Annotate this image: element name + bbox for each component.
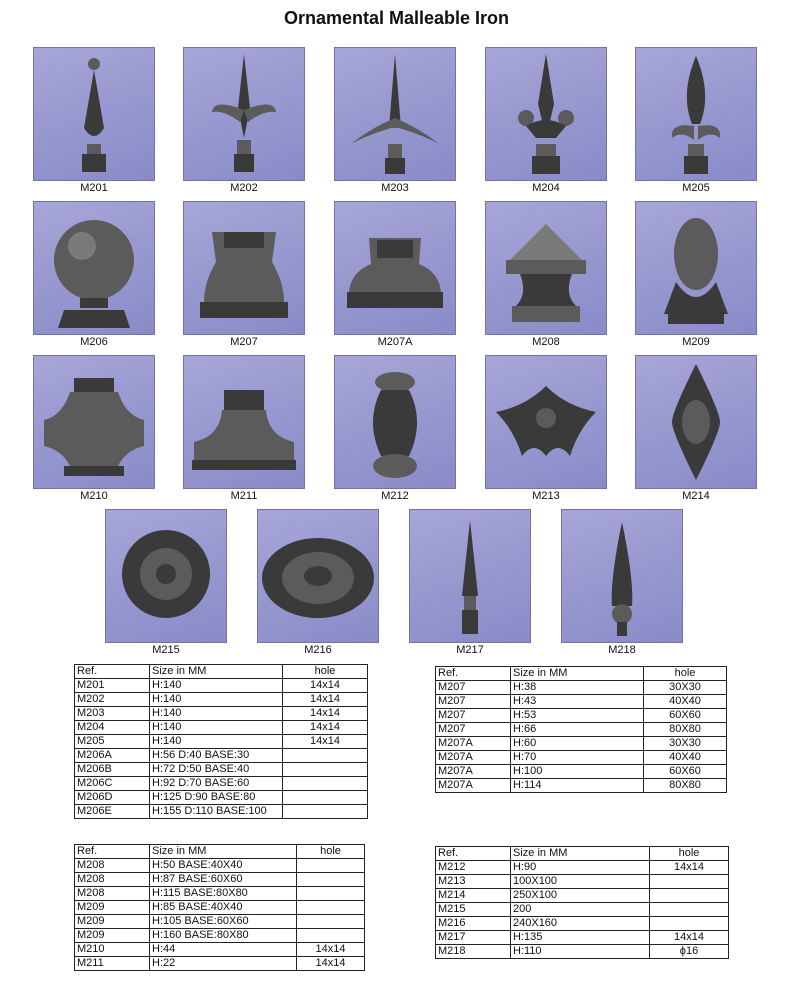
table-cell: M207A (436, 751, 511, 765)
table-cell: 200 (511, 903, 650, 917)
table-cell: 30X30 (644, 681, 727, 695)
table-cell: M207 (436, 695, 511, 709)
table-cell: M206B (75, 763, 150, 777)
table-cell: M217 (436, 931, 511, 945)
column-header: Ref. (436, 847, 511, 861)
column-header: Size in MM (150, 845, 297, 859)
table-cell: M205 (75, 735, 150, 749)
product-photo (257, 509, 379, 643)
table-cell (650, 917, 729, 931)
table-cell: H:43 (511, 695, 644, 709)
ironwork-icon (258, 510, 378, 642)
table-cell (650, 903, 729, 917)
table-cell: 14x14 (283, 707, 368, 721)
table-row (75, 721, 368, 735)
product-item (635, 201, 757, 349)
product-photo (635, 47, 757, 181)
table-row (75, 943, 365, 957)
table-cell: M207 (436, 681, 511, 695)
table-cell: H:22 (150, 957, 297, 971)
product-code: M216 (304, 644, 332, 656)
table-row (75, 679, 368, 693)
table-cell: M218 (436, 945, 511, 959)
table-cell: M209 (75, 901, 150, 915)
product-code: M207 (230, 336, 258, 348)
product-photo (33, 47, 155, 181)
table-cell: M210 (75, 943, 150, 957)
product-item (334, 201, 456, 349)
table-row (75, 735, 368, 749)
ironwork-icon (335, 48, 455, 180)
table-cell: M206E (75, 805, 150, 819)
table-row (75, 915, 365, 929)
ironwork-icon (636, 202, 756, 334)
table-cell: H:135 (511, 931, 650, 945)
product-code: M212 (381, 490, 409, 502)
product-photo (334, 201, 456, 335)
table-cell: M213 (436, 875, 511, 889)
table-row (75, 901, 365, 915)
table-cell: M212 (436, 861, 511, 875)
table-cell: H:87 BASE:60X60 (150, 873, 297, 887)
table-header-row (436, 667, 727, 681)
column-header: hole (283, 665, 368, 679)
table-cell: M208 (75, 873, 150, 887)
table-cell (297, 901, 365, 915)
table-row (75, 749, 368, 763)
table-cell: M216 (436, 917, 511, 931)
product-photo (183, 201, 305, 335)
table-cell: M215 (436, 903, 511, 917)
table-cell: H:44 (150, 943, 297, 957)
column-header: hole (297, 845, 365, 859)
table-cell: H:140 (150, 707, 283, 721)
table-row (75, 693, 368, 707)
product-photo (485, 201, 607, 335)
table-cell (283, 805, 368, 819)
table-cell: 80X80 (644, 779, 727, 793)
product-photo (183, 47, 305, 181)
product-code: M218 (608, 644, 636, 656)
spec-table-collars (435, 666, 727, 793)
table-cell (297, 859, 365, 873)
table-cell: 14x14 (283, 679, 368, 693)
product-code: M204 (532, 182, 560, 194)
ironwork-icon (184, 48, 304, 180)
table-cell: 14x14 (283, 721, 368, 735)
column-header: Ref. (75, 845, 150, 859)
table-cell: 240X160 (511, 917, 650, 931)
table-cell: M209 (75, 929, 150, 943)
product-item (183, 47, 305, 195)
product-photo (33, 355, 155, 489)
product-code: M201 (80, 182, 108, 194)
column-header: Size in MM (511, 667, 644, 681)
table-row (75, 805, 368, 819)
product-photo (409, 509, 531, 643)
table-row (436, 751, 727, 765)
table-row (75, 929, 365, 943)
product-photo (33, 201, 155, 335)
table-cell: H:38 (511, 681, 644, 695)
product-item (105, 509, 227, 657)
table-cell: H:66 (511, 723, 644, 737)
product-code: M215 (152, 644, 180, 656)
product-item (485, 47, 607, 195)
table-cell (283, 763, 368, 777)
table-cell: H:56 D:40 BASE:30 (150, 749, 283, 763)
table-row (436, 875, 729, 889)
ironwork-icon (34, 356, 154, 488)
table-row (75, 777, 368, 791)
table-cell: 100X100 (511, 875, 650, 889)
table-cell: H:70 (511, 751, 644, 765)
table-cell: H:92 D:70 BASE:60 (150, 777, 283, 791)
product-item (183, 201, 305, 349)
table-cell: M208 (75, 887, 150, 901)
table-cell: H:125 D:90 BASE:80 (150, 791, 283, 805)
table-cell: 14x14 (297, 957, 365, 971)
ironwork-icon (636, 48, 756, 180)
table-cell (297, 929, 365, 943)
table-cell: H:60 (511, 737, 644, 751)
table-cell (650, 889, 729, 903)
table-cell: M206C (75, 777, 150, 791)
ironwork-icon (335, 356, 455, 488)
table-cell: 14x14 (283, 735, 368, 749)
table-cell: 40X40 (644, 695, 727, 709)
table-row (75, 763, 368, 777)
product-code: M208 (532, 336, 560, 348)
product-code: M209 (682, 336, 710, 348)
table-cell: 14x14 (283, 693, 368, 707)
ironwork-icon (184, 202, 304, 334)
spec-table-ornaments (435, 846, 729, 959)
table-row (75, 887, 365, 901)
product-code: M206 (80, 336, 108, 348)
table-cell: M202 (75, 693, 150, 707)
table-cell: 14x14 (650, 931, 729, 945)
table-cell: H:50 BASE:40X40 (150, 859, 297, 873)
table-cell: H:100 (511, 765, 644, 779)
table-cell (297, 915, 365, 929)
ironwork-icon (184, 356, 304, 488)
ironwork-icon (486, 202, 606, 334)
table-row (436, 709, 727, 723)
product-code: M210 (80, 490, 108, 502)
ironwork-icon (636, 356, 756, 488)
column-header: hole (644, 667, 727, 681)
table-cell: 60X60 (644, 765, 727, 779)
ironwork-icon (106, 510, 226, 642)
table-row (436, 903, 729, 917)
product-code: M207A (377, 336, 413, 348)
product-photo (183, 355, 305, 489)
table-cell: H:90 (511, 861, 650, 875)
table-cell (650, 875, 729, 889)
table-row (436, 779, 727, 793)
table-header-row (436, 847, 729, 861)
table-cell (297, 873, 365, 887)
table-row (436, 681, 727, 695)
column-header: Ref. (436, 667, 511, 681)
table-cell: M203 (75, 707, 150, 721)
product-item (33, 355, 155, 503)
product-item (485, 355, 607, 503)
product-photo (334, 47, 456, 181)
product-item (183, 355, 305, 503)
table-row (436, 931, 729, 945)
table-cell (283, 777, 368, 791)
table-cell: M208 (75, 859, 150, 873)
table-row (75, 957, 365, 971)
table-cell: 14x14 (650, 861, 729, 875)
product-code: M217 (456, 644, 484, 656)
table-row (436, 945, 729, 959)
table-cell: M206D (75, 791, 150, 805)
table-cell: 30X30 (644, 737, 727, 751)
table-cell: H:53 (511, 709, 644, 723)
table-cell: H:105 BASE:60X60 (150, 915, 297, 929)
product-item (334, 47, 456, 195)
table-row (75, 873, 365, 887)
product-item (485, 201, 607, 349)
table-row (75, 859, 365, 873)
table-cell: H:140 (150, 679, 283, 693)
table-cell: M207A (436, 737, 511, 751)
product-item (561, 509, 683, 657)
table-cell (297, 887, 365, 901)
product-code: M214 (682, 490, 710, 502)
table-cell: H:160 BASE:80X80 (150, 929, 297, 943)
table-cell: H:110 (511, 945, 650, 959)
ironwork-icon (34, 202, 154, 334)
table-cell: 40X40 (644, 751, 727, 765)
product-photo (485, 355, 607, 489)
table-cell: 60X60 (644, 709, 727, 723)
table-cell: ϕ16 (650, 945, 729, 959)
table-cell: H:140 (150, 693, 283, 707)
product-item (33, 47, 155, 195)
product-photo (485, 47, 607, 181)
table-cell: M214 (436, 889, 511, 903)
product-code: M202 (230, 182, 258, 194)
table-cell: 250X100 (511, 889, 650, 903)
table-cell: M211 (75, 957, 150, 971)
product-code: M211 (230, 490, 258, 502)
table-cell: M207A (436, 779, 511, 793)
table-cell: 14x14 (297, 943, 365, 957)
table-row (436, 765, 727, 779)
table-cell: M209 (75, 915, 150, 929)
table-cell: H:155 D:110 BASE:100 (150, 805, 283, 819)
ironwork-icon (335, 202, 455, 334)
table-cell: H:85 BASE:40X40 (150, 901, 297, 915)
column-header: Size in MM (150, 665, 283, 679)
table-cell: M207A (436, 765, 511, 779)
ironwork-icon (486, 48, 606, 180)
table-row (75, 707, 368, 721)
table-row (436, 737, 727, 751)
table-cell: M201 (75, 679, 150, 693)
product-photo (635, 355, 757, 489)
column-header: Size in MM (511, 847, 650, 861)
ironwork-icon (410, 510, 530, 642)
table-cell: M206A (75, 749, 150, 763)
product-photo (105, 509, 227, 643)
table-cell (283, 749, 368, 763)
product-item (334, 355, 456, 503)
table-cell: H:140 (150, 735, 283, 749)
table-row (436, 723, 727, 737)
table-row (75, 791, 368, 805)
table-row (436, 917, 729, 931)
spec-table-caps (74, 844, 365, 971)
product-code: M213 (532, 490, 560, 502)
table-row (436, 889, 729, 903)
table-header-row (75, 665, 368, 679)
table-row (436, 861, 729, 875)
table-cell: M204 (75, 721, 150, 735)
table-cell: H:114 (511, 779, 644, 793)
ironwork-icon (562, 510, 682, 642)
product-photo (635, 201, 757, 335)
table-cell: M207 (436, 709, 511, 723)
product-photo (334, 355, 456, 489)
table-row (436, 695, 727, 709)
table-cell: H:140 (150, 721, 283, 735)
product-item (409, 509, 531, 657)
table-cell: M207 (436, 723, 511, 737)
ironwork-icon (486, 356, 606, 488)
product-code: M203 (381, 182, 409, 194)
table-cell (283, 791, 368, 805)
ironwork-icon (34, 48, 154, 180)
product-item (635, 47, 757, 195)
column-header: hole (650, 847, 729, 861)
table-cell: 80X80 (644, 723, 727, 737)
spec-table-finials (74, 664, 368, 819)
product-code: M205 (682, 182, 710, 194)
product-item (635, 355, 757, 503)
product-item (257, 509, 379, 657)
column-header: Ref. (75, 665, 150, 679)
product-item (33, 201, 155, 349)
product-photo (561, 509, 683, 643)
table-cell: H:115 BASE:80X80 (150, 887, 297, 901)
table-cell: H:72 D:50 BASE:40 (150, 763, 283, 777)
page-title: Ornamental Malleable Iron (283, 8, 510, 28)
table-header-row (75, 845, 365, 859)
